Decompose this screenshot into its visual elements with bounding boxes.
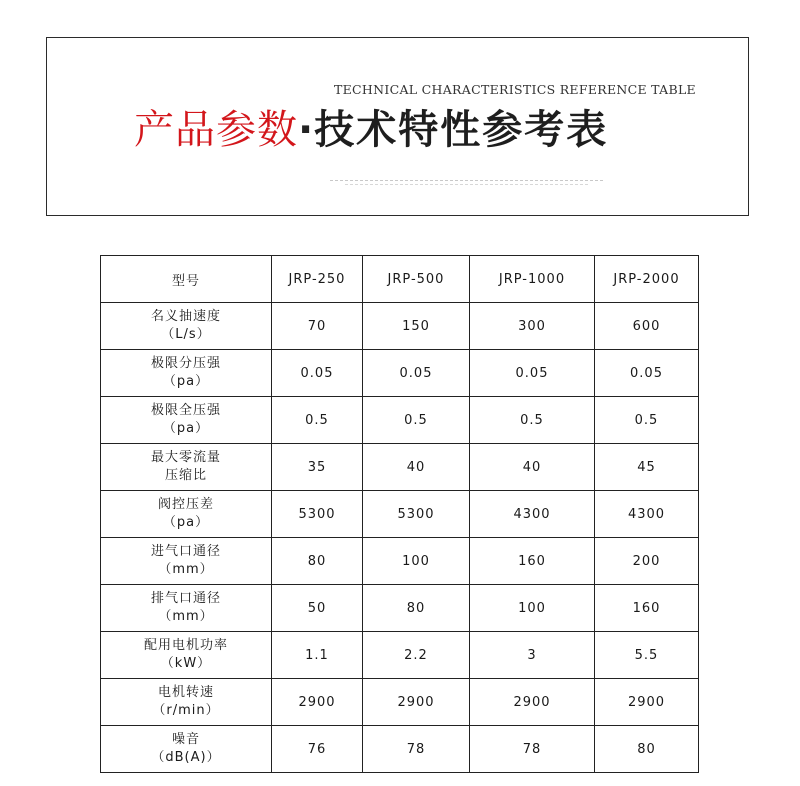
row-label: 噪音 （dB(A)） — [101, 726, 272, 773]
page-title — [134, 104, 608, 156]
table-cell: 2900 — [272, 679, 363, 726]
table-cell: 78 — [363, 726, 470, 773]
table-cell: 5300 — [272, 491, 363, 538]
table-cell: 0.5 — [363, 397, 470, 444]
header-cell-model: JRP-500 — [363, 256, 470, 303]
table-cell: 2.2 — [363, 632, 470, 679]
title-dot: · — [298, 107, 315, 153]
table-cell: 45 — [595, 444, 699, 491]
table-cell: 160 — [595, 585, 699, 632]
table-cell: 80 — [595, 726, 699, 773]
table-cell: 2900 — [595, 679, 699, 726]
table-cell: 0.5 — [595, 397, 699, 444]
table-cell: 300 — [470, 303, 595, 350]
table-cell: 100 — [363, 538, 470, 585]
table-row — [101, 585, 699, 632]
table-row — [101, 303, 699, 350]
table-cell: 600 — [595, 303, 699, 350]
table-cell: 5300 — [363, 491, 470, 538]
table-cell: 4300 — [470, 491, 595, 538]
table-cell: 100 — [470, 585, 595, 632]
table-cell: 0.5 — [470, 397, 595, 444]
table-cell: 50 — [272, 585, 363, 632]
decorative-line — [330, 180, 605, 181]
table-cell: 0.05 — [363, 350, 470, 397]
row-label: 电机转速 （r/min） — [101, 679, 272, 726]
table-cell: 0.05 — [470, 350, 595, 397]
table-cell: 0.05 — [272, 350, 363, 397]
row-label: 名义抽速度 （L/s） — [101, 303, 272, 350]
table-cell: 40 — [363, 444, 470, 491]
row-label: 极限全压强 （pa） — [101, 397, 272, 444]
table-cell: 2900 — [363, 679, 470, 726]
table-row — [101, 350, 699, 397]
table-header-row — [101, 256, 699, 303]
header-subtitle: TECHNICAL CHARACTERISTICS REFERENCE TABLE — [334, 82, 696, 97]
header-cell-model: JRP-250 — [272, 256, 363, 303]
table-cell: 80 — [363, 585, 470, 632]
table-cell: 80 — [272, 538, 363, 585]
table-cell: 35 — [272, 444, 363, 491]
table-cell: 70 — [272, 303, 363, 350]
row-label: 进气口通径 （mm） — [101, 538, 272, 585]
table-row — [101, 444, 699, 491]
table-cell: 1.1 — [272, 632, 363, 679]
table-cell: 0.5 — [272, 397, 363, 444]
row-label: 最大零流量 压缩比 — [101, 444, 272, 491]
table-cell: 4300 — [595, 491, 699, 538]
header-cell-model: JRP-1000 — [470, 256, 595, 303]
table-row — [101, 538, 699, 585]
decorative-line — [345, 184, 590, 185]
header-cell-model-label: 型号 — [101, 256, 272, 303]
table-cell: 5.5 — [595, 632, 699, 679]
table-cell: 76 — [272, 726, 363, 773]
table-row — [101, 726, 699, 773]
title-red-part: 产品参数 — [134, 107, 298, 153]
table-cell: 2900 — [470, 679, 595, 726]
row-label: 阀控压差 （pa） — [101, 491, 272, 538]
row-label: 配用电机功率 （kW） — [101, 632, 272, 679]
table-cell: 3 — [470, 632, 595, 679]
table-cell: 78 — [470, 726, 595, 773]
table-cell: 40 — [470, 444, 595, 491]
row-label: 极限分压强 （pa） — [101, 350, 272, 397]
table-row — [101, 397, 699, 444]
table-cell: 160 — [470, 538, 595, 585]
header-cell-model: JRP-2000 — [595, 256, 699, 303]
table-row — [101, 632, 699, 679]
row-label: 排气口通径 （mm） — [101, 585, 272, 632]
table-cell: 150 — [363, 303, 470, 350]
table-cell: 0.05 — [595, 350, 699, 397]
table-row — [101, 491, 699, 538]
table-cell: 200 — [595, 538, 699, 585]
table-row — [101, 679, 699, 726]
title-black-part: 技术特性参考表 — [314, 107, 609, 153]
spec-table — [100, 255, 699, 773]
